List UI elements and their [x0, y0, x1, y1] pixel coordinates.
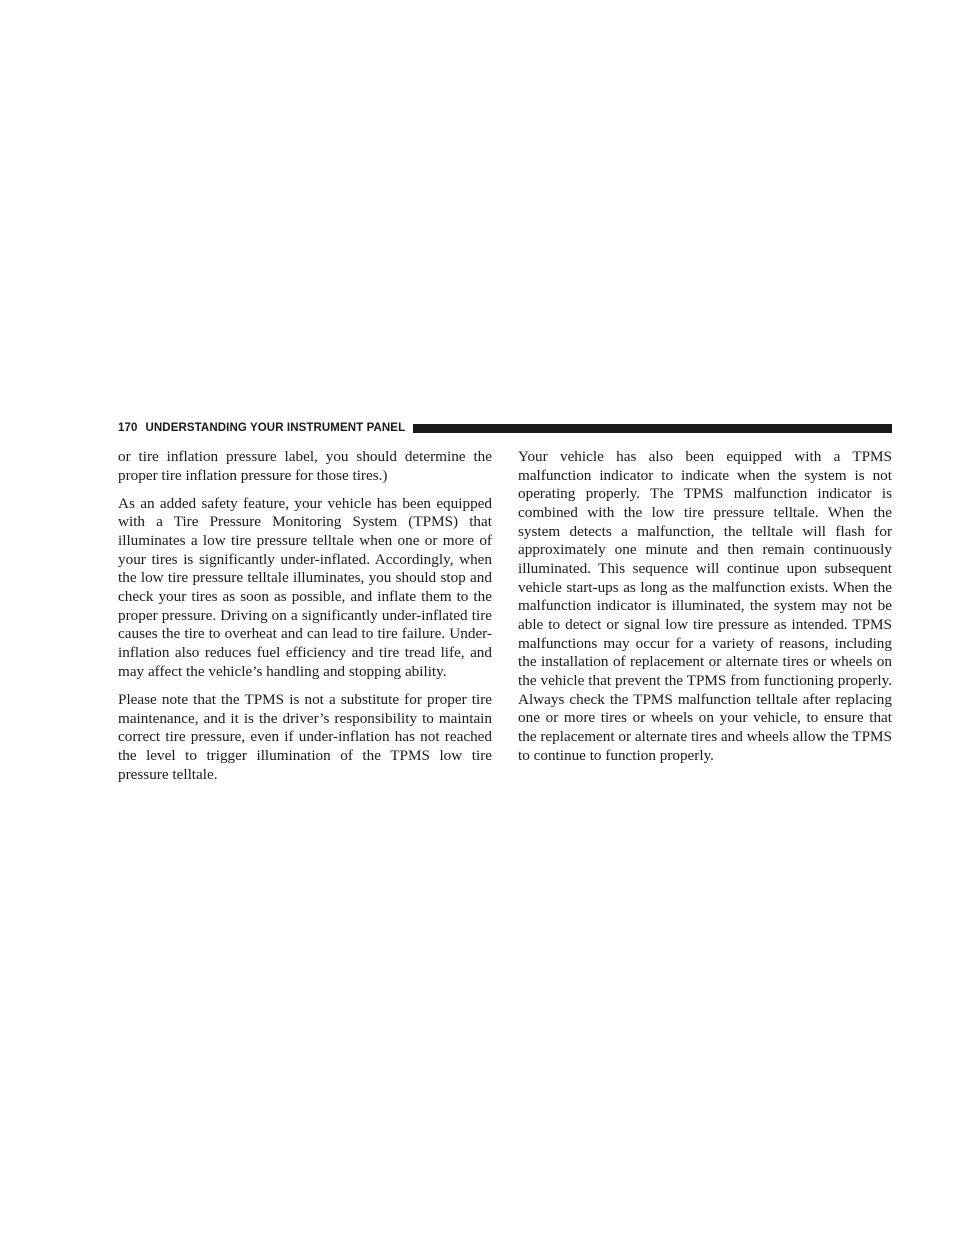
- left-column: [118, 448, 492, 794]
- right-column: [518, 448, 892, 775]
- header-rule-bar: [413, 424, 892, 433]
- paragraph-tpms-malfunction-indicator: Your vehicle has also been equipped with a TPMS malfunction indicator to indicate when the system is not operating properly. The TPMS malfunction indicator is combined with the low tire pressure telltale. When the system detects a malfunction, the telltale will flash for approximately one minute and then remain continuously illuminated. This sequence will continue upon subsequent vehicle start-ups as long as the malfunction exists. When the malfunction indicator is illuminated, the system may not be able to detect or signal low tire pressure as intended. TPMS malfunctions may occur for a variety of reasons, including the installation of replacement or alternate tires or wheels on the vehicle that prevent the TPMS from functioning properly. Always check the TPMS malfunction telltale after replacing one or more tires or wheels on your vehicle, to ensure that the replacement or alternate tires and wheels allow the TPMS to continue to function properly.: [518, 448, 892, 764]
- paragraph-tpms-safety-feature: As an added safety feature, your vehicle has been equipped with a Tire Pressure Monitoring System (TPMS) that illuminates a low tire pressure telltale when one or more of your tires is significantly under-inflated. Accordingly, when the low tire pressure telltale illuminates, you should stop and check your tires as soon as possible, and inflate them to the proper pressure. Driving on a significantly under-inflated tire causes the tire to overheat and can lead to tire failure. Under-inflation also reduces fuel efficiency and tire tread life, and may affect the vehicle’s handling and stopping ability.: [118, 494, 492, 680]
- page-number: 170: [118, 422, 138, 434]
- section-title: UNDERSTANDING YOUR INSTRUMENT PANEL: [145, 422, 406, 434]
- paragraph-tire-inflation-label: or tire inflation pressure label, you should determine the proper tire inflation pressure for those tires.): [118, 448, 492, 484]
- page-header: [118, 420, 892, 436]
- paragraph-tpms-not-substitute: Please note that the TPMS is not a substitute for proper tire maintenance, and it is the driver’s responsibility to maintain correct tire pressure, even if under-inflation has not reached the level to trigger illumination of the TPMS low tire pressure telltale.: [118, 690, 492, 783]
